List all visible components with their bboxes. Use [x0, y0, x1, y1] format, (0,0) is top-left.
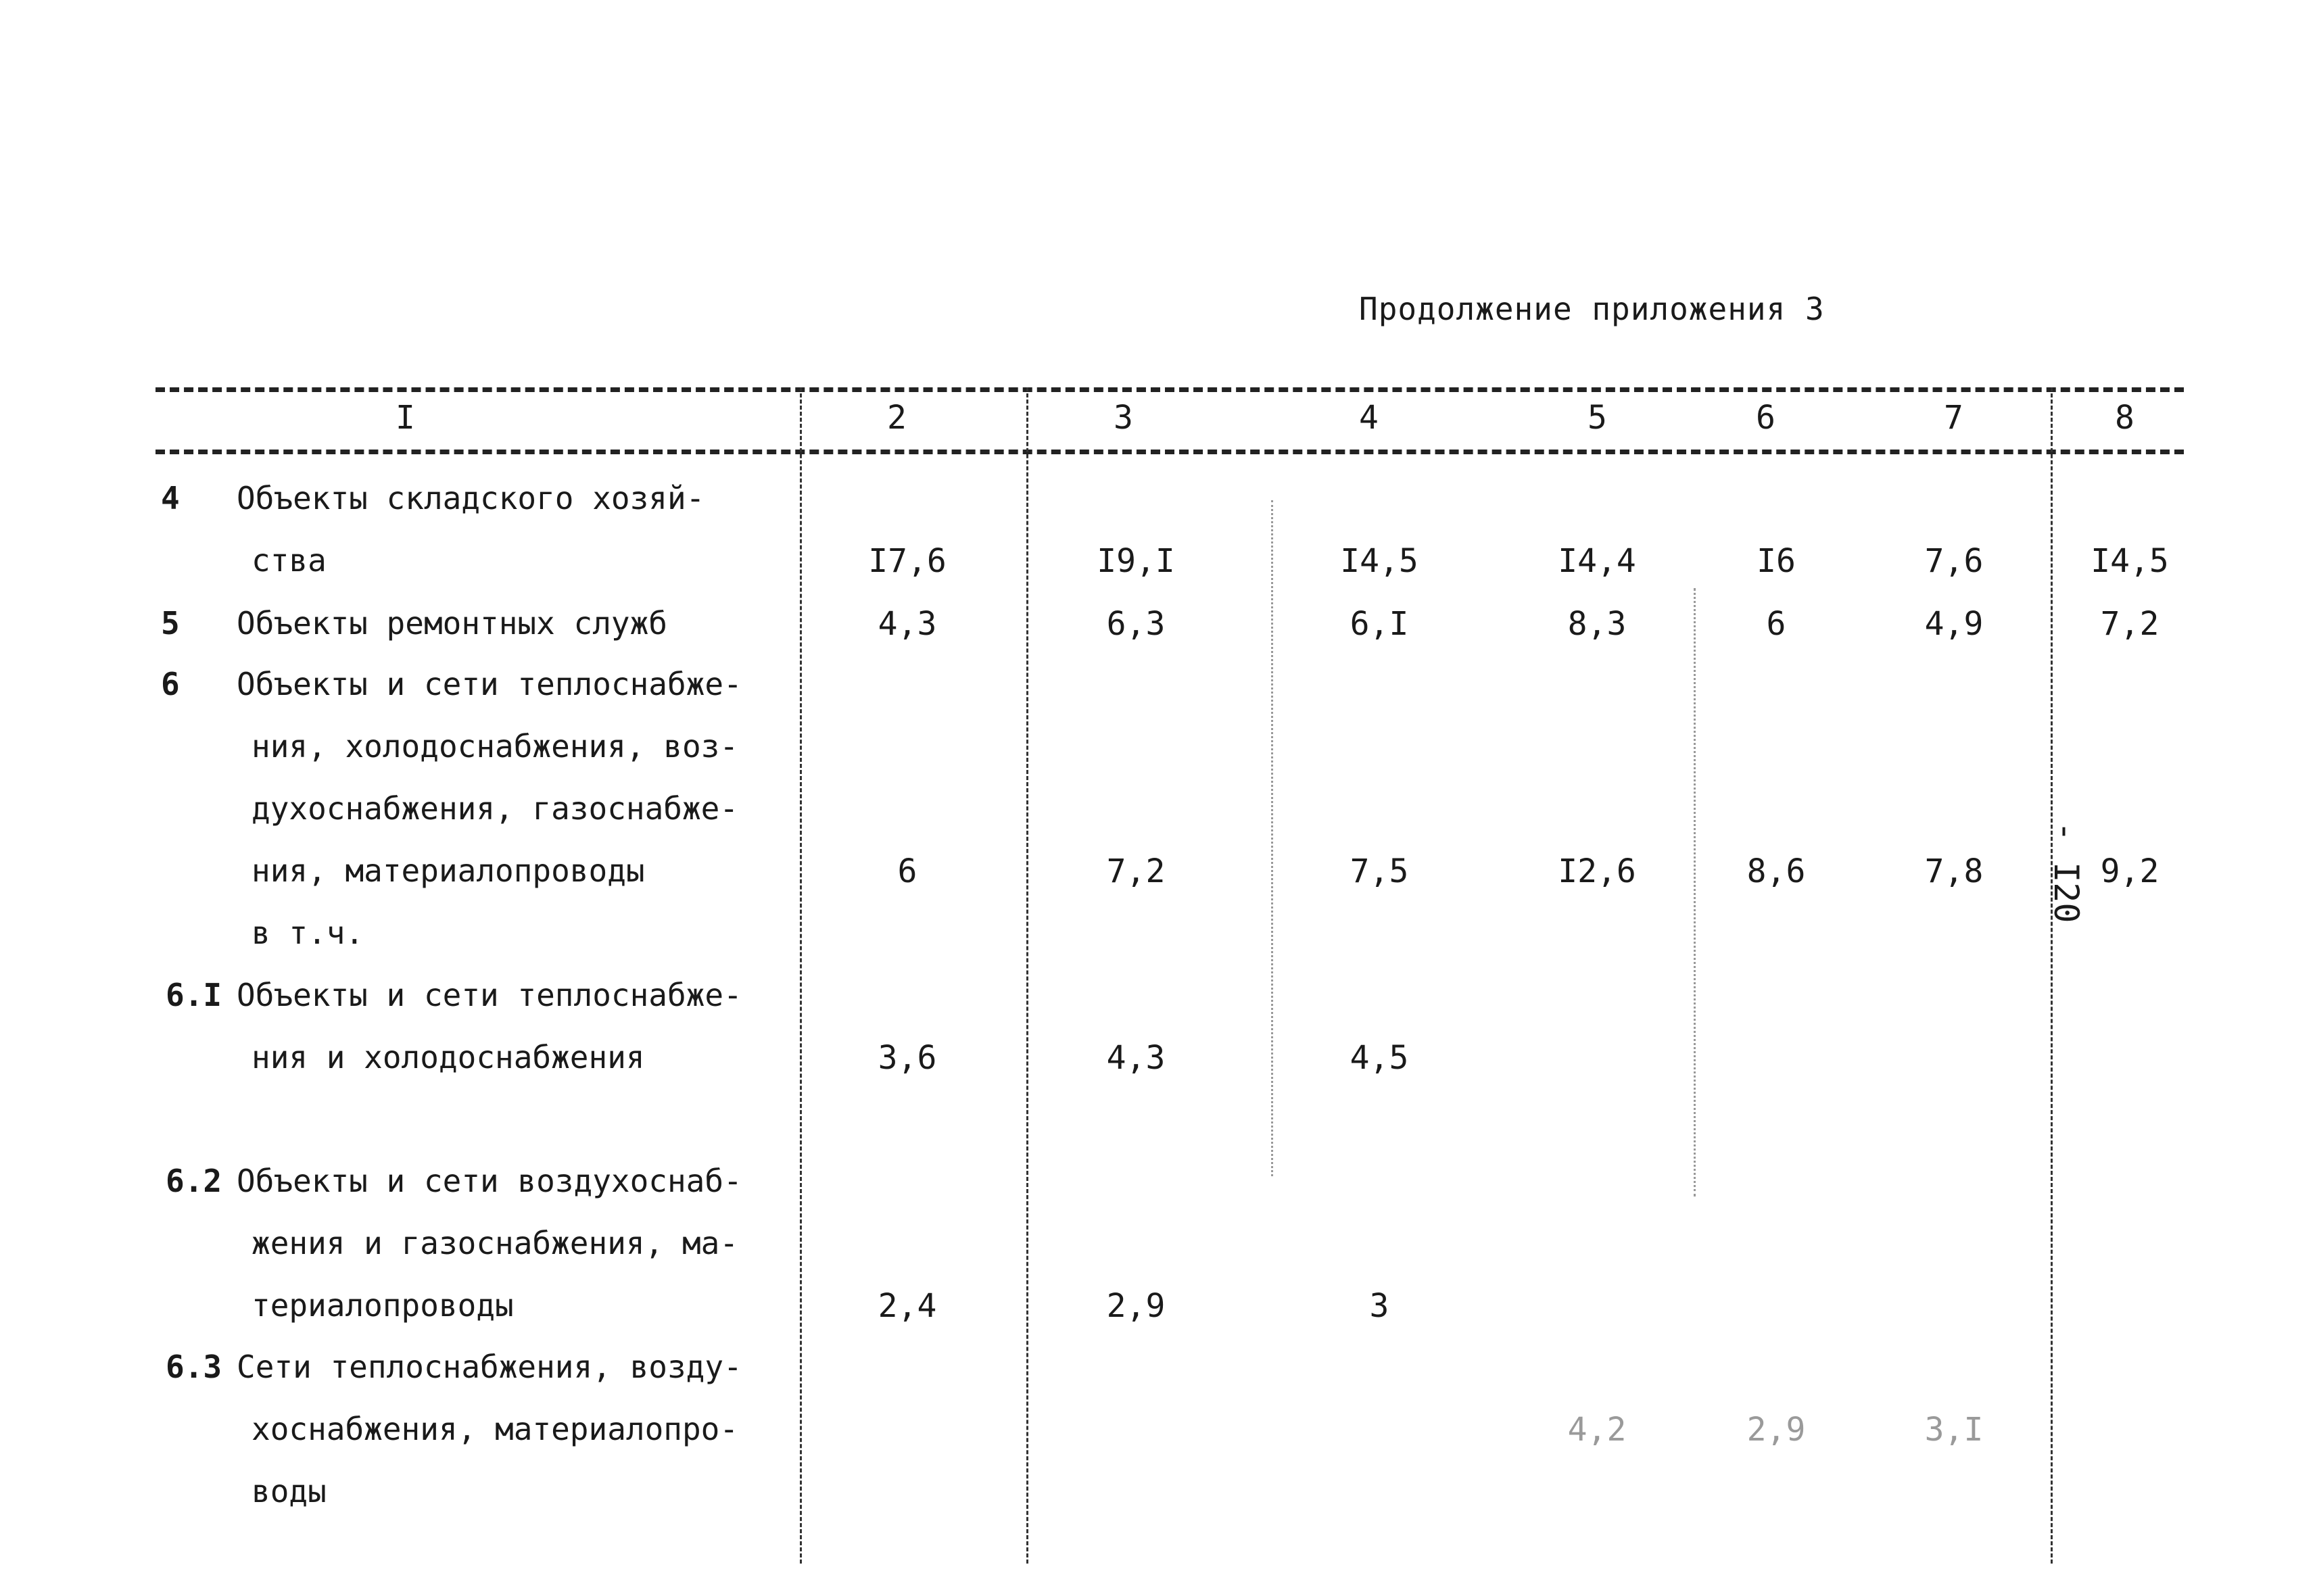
row-description-line: ния, холодоснабжения, воз- — [252, 728, 739, 765]
table-top-rule — [156, 387, 2184, 392]
table-cell-value: 2,4 — [878, 1287, 937, 1325]
row-description-line: хоснабжения, материалопро- — [252, 1411, 739, 1447]
row-description-line: ства — [252, 542, 327, 579]
row-description-line: в т.ч. — [252, 915, 364, 951]
table-cell-value: I7,6 — [868, 542, 947, 580]
row-number: 6.I — [166, 977, 222, 1013]
row-description-line: териалопроводы — [252, 1287, 514, 1324]
column-header: 3 — [1114, 399, 1133, 437]
row-description-line: ния, материалопроводы — [252, 852, 645, 889]
table-cell-value: 6,3 — [1106, 605, 1166, 643]
row-description-line: ния и холодоснабжения — [252, 1039, 645, 1075]
table-cell-value: 7,8 — [1924, 852, 1984, 890]
table-cell-value: 4,3 — [1106, 1039, 1166, 1077]
table-cell-value: 8,3 — [1567, 605, 1627, 643]
table-cell-value: 7,2 — [1106, 852, 1166, 890]
appendix-caption: Продолжение приложения 3 — [1359, 291, 1825, 327]
table-cell-value: I4,4 — [1558, 542, 1636, 580]
column-divider — [2051, 387, 2053, 1564]
table-cell-value: I4,5 — [2091, 542, 2169, 580]
column-header: 8 — [2115, 399, 2134, 437]
table-cell-value: 4,2 — [1567, 1411, 1627, 1449]
column-divider — [1026, 387, 1028, 1564]
row-number: 6.3 — [166, 1349, 222, 1385]
column-divider — [1271, 500, 1273, 1176]
column-header: 7 — [1944, 399, 1963, 437]
row-number: 4 — [161, 480, 180, 516]
row-description-line: воды — [252, 1473, 327, 1509]
table-cell-value: 6 — [897, 852, 917, 890]
table-cell-value: I6 — [1757, 542, 1796, 580]
table-cell-value: I4,5 — [1340, 542, 1418, 580]
table-cell-value: 7,2 — [2100, 605, 2159, 643]
row-number: 6 — [161, 666, 180, 702]
table-cell-value: 3,6 — [878, 1039, 937, 1077]
column-divider — [800, 387, 802, 1564]
row-description-line: Сети теплоснабжения, возду- — [237, 1349, 742, 1385]
table-cell-value: I9,I — [1097, 542, 1175, 580]
row-description-line: Объекты и сети теплоснабже- — [237, 977, 742, 1013]
table-cell-value: 7,5 — [1350, 852, 1409, 890]
table-cell-value: 2,9 — [1746, 1411, 1806, 1449]
page-number: - I20 — [2047, 821, 2086, 923]
table-cell-value: 7,6 — [1924, 542, 1984, 580]
column-header: 6 — [1756, 399, 1775, 437]
table-cell-value: 4,5 — [1350, 1039, 1409, 1077]
row-number: 6.2 — [166, 1163, 222, 1199]
table-cell-value: 4,3 — [878, 605, 937, 643]
table-cell-value: 3,I — [1924, 1411, 1984, 1449]
table-cell-value: 6 — [1766, 605, 1786, 643]
table-cell-value: 8,6 — [1746, 852, 1806, 890]
row-description-line: Объекты и сети воздухоснаб- — [237, 1163, 742, 1199]
table-cell-value: 3 — [1369, 1287, 1389, 1325]
column-header: 2 — [887, 399, 907, 437]
column-header: 5 — [1588, 399, 1607, 437]
column-divider — [1694, 588, 1696, 1196]
table-cell-value: 9,2 — [2100, 852, 2159, 890]
column-header: I — [396, 399, 415, 437]
row-number: 5 — [161, 605, 180, 642]
row-description-line: Объекты и сети теплоснабже- — [237, 666, 742, 702]
row-description-line: Объекты ремонтных служб — [237, 605, 667, 642]
table-cell-value: 4,9 — [1924, 605, 1984, 643]
row-description-line: Объекты складского хозяй- — [237, 480, 705, 516]
table-cell-value: 2,9 — [1106, 1287, 1166, 1325]
row-description-line: духоснабжения, газоснабже- — [252, 790, 739, 827]
column-header: 4 — [1359, 399, 1379, 437]
row-description-line: жения и газоснабжения, ма- — [252, 1225, 739, 1261]
table-header-rule — [156, 450, 2184, 454]
table-cell-value: I2,6 — [1558, 852, 1636, 890]
table-cell-value: 6,I — [1350, 605, 1409, 643]
